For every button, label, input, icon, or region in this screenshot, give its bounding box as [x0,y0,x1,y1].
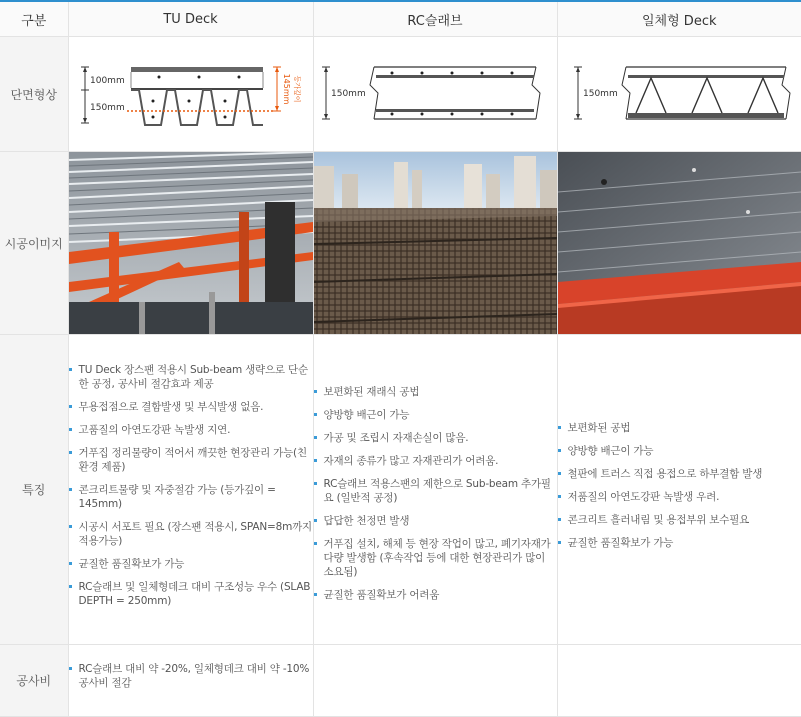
header-rc-slab: RC슬래브 [313,1,557,37]
rc-slab-photo [314,152,557,334]
rc-dim: 150mm [330,89,366,99]
tu-feature-item: TU Deck 장스팬 적용시 Sub-beam 생략으로 단순한 공정, 공사비 절감효과 제공 [69,363,313,391]
rc-feature-item: 양방향 배근이 가능 [314,408,557,422]
integrated-feature-item: 철판에 트러스 직접 용접으로 하부결함 발생 [558,467,801,481]
integrated-section-diagram [558,37,801,151]
rc-section-diagram [314,37,557,151]
tu-construction-image [68,152,313,335]
integrated-deck-photo [558,152,801,334]
header-integrated-deck: 일체형 Deck [557,1,801,37]
rc-features-cell [313,335,557,645]
row-label-cost: 공사비 [0,645,68,717]
rc-construction-image [313,152,557,335]
tu-cost-item: RC슬래브 대비 약 -20%, 일체형데크 대비 약 -10% 공사비 절감 [69,662,313,690]
tu-cost-cell [68,645,313,717]
row-label-section: 단면형상 [0,37,68,152]
integrated-features-cell [557,335,801,645]
row-label-features: 특징 [0,335,68,645]
tu-feature-item: 콘크리트물량 및 자중절감 가능 (등가깊이 = 145mm) [69,483,313,511]
integrated-cost-cell [557,645,801,717]
integrated-dim: 150mm [582,89,618,99]
header-category: 구분 [0,1,68,37]
rc-feature-item: 보편화된 재래식 공법 [314,385,557,399]
section-row [0,37,801,152]
tu-total-dim: 145mm [281,73,291,105]
row-label-image: 시공이미지 [0,152,68,335]
features-row [0,335,801,645]
integrated-section-diagram-cell [557,37,801,152]
tu-total-note: 등가깊이 [292,75,301,103]
tu-feature-item: 고품질의 아연도강판 녹발생 지연. [69,423,313,437]
rc-cost-cell [313,645,557,717]
tu-features-cell [68,335,313,645]
tu-cost-list [69,662,313,690]
integrated-feature-item: 저품질의 아연도강판 녹발생 우려. [558,490,801,504]
integrated-construction-image [557,152,801,335]
tu-feature-item: 무용접점으로 결함발생 및 부식발생 없음. [69,400,313,414]
header-row [0,1,801,37]
rc-feature-item: 가공 및 조립시 자재손실이 많음. [314,431,557,445]
tu-bottom-dim: 150mm [89,103,125,113]
integrated-feature-item: 균질한 품질확보가 가능 [558,536,801,550]
tu-top-dim: 100mm [89,76,125,86]
rc-feature-item: RC슬래브 적용스팬의 제한으로 Sub-beam 추가필요 (일반적 공정) [314,477,557,505]
tu-feature-item: 거푸집 정리물량이 적어서 깨끗한 현장관리 가능(친환경 제품) [69,446,313,474]
integrated-features-list [558,421,801,550]
rc-feature-item: 답답한 천정면 발생 [314,514,557,528]
image-row [0,152,801,335]
integrated-feature-item: 콘크리트 흘러내림 및 용접부위 보수필요 [558,513,801,527]
header-tu-deck: TU Deck [68,1,313,37]
rc-feature-item: 거푸집 설치, 해체 등 현장 작업이 많고, 폐기자재가 다량 발생함 (후속작업 등에 대한 현장관리가 많이 소요됨) [314,537,557,579]
rc-feature-item: 자재의 종류가 많고 자재관리가 어려움. [314,454,557,468]
tu-section-diagram-cell [68,37,313,152]
rc-features-list [314,385,557,602]
cost-row [0,645,801,717]
rc-feature-item: 균질한 품질확보가 어려움 [314,588,557,602]
tu-deck-photo [69,152,313,334]
tu-section-diagram [69,37,313,151]
tu-feature-item: 시공시 서포트 필요 (장스팬 적용시, SPAN=8m까지 적용가능) [69,520,313,548]
tu-feature-item: 균질한 품질확보가 가능 [69,557,313,571]
integrated-feature-item: 양방향 배근이 가능 [558,444,801,458]
tu-features-list [69,363,313,608]
integrated-feature-item: 보편화된 공법 [558,421,801,435]
rc-section-diagram-cell [313,37,557,152]
tu-feature-item: RC슬래브 및 일체형데크 대비 구조성능 우수 (SLAB DEPTH = 250mm) [69,580,313,608]
